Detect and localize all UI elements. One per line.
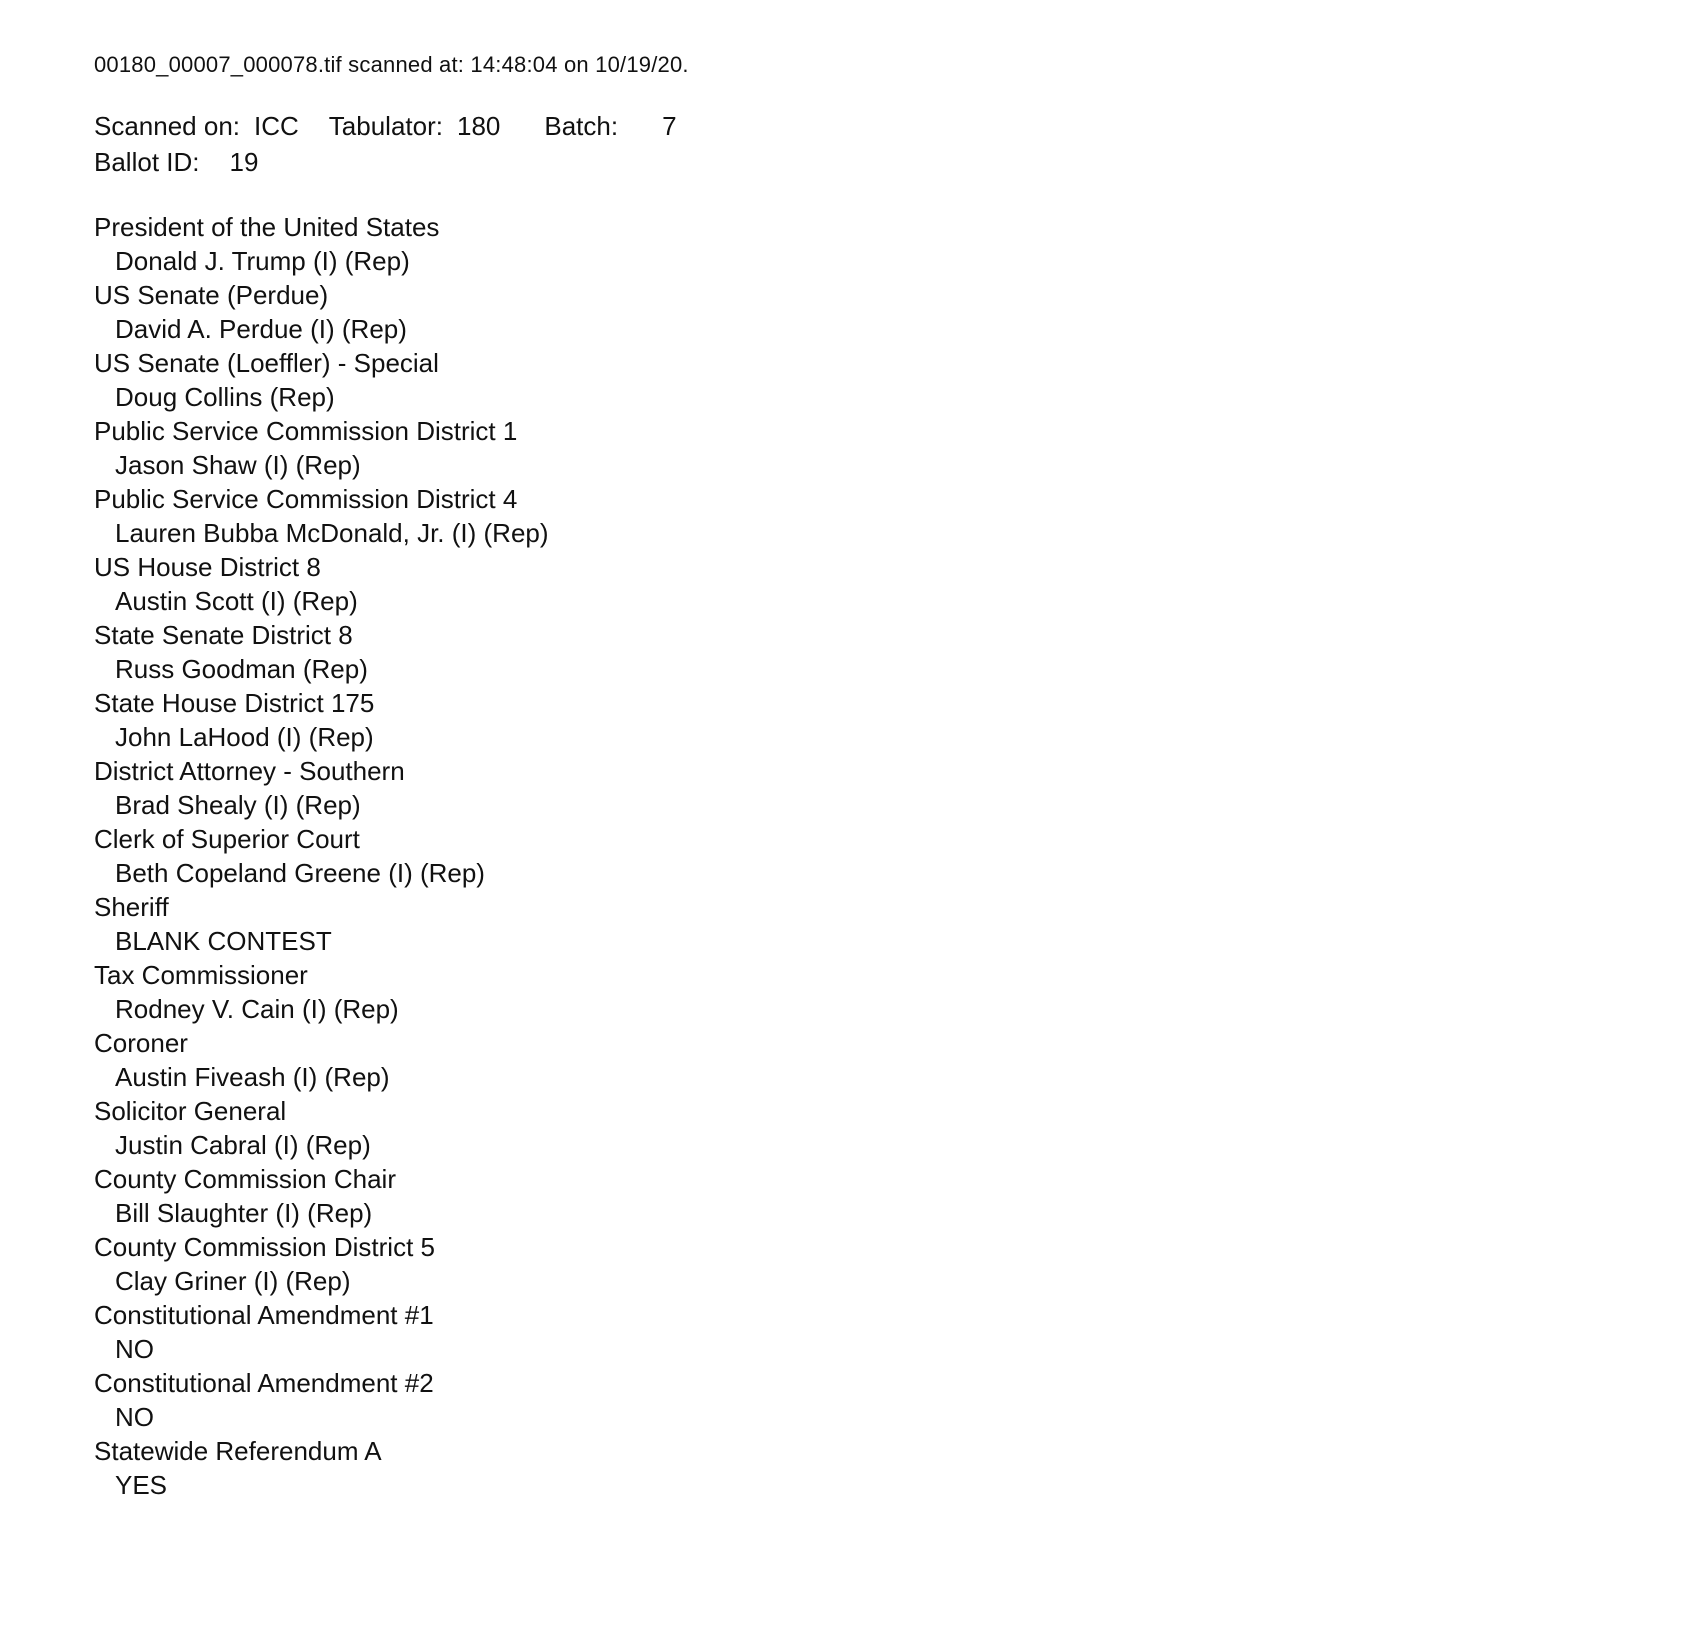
contest-row (94, 346, 1644, 414)
contest-row (94, 278, 1644, 346)
contest-selection: Austin Fiveash (I) (Rep) (115, 1062, 390, 1092)
contest-list (94, 210, 1644, 1502)
contest-row (94, 754, 1644, 822)
contest-title: Tax Commissioner (94, 960, 308, 990)
contest-selection: John LaHood (I) (Rep) (115, 722, 374, 752)
contest-title: US House District 8 (94, 552, 321, 582)
contest-selection: Justin Cabral (I) (Rep) (115, 1130, 371, 1160)
contest-row (94, 686, 1644, 754)
contest-title: Sheriff (94, 892, 169, 922)
tabulator-label: Tabulator: (328, 111, 443, 141)
contest-row (94, 890, 1644, 958)
scan-filename-line: 00180_00007_000078.tif scanned at: 14:48:04 on 10/19/20. (94, 52, 689, 77)
contest-row (94, 1094, 1644, 1162)
contest-row (94, 1230, 1644, 1298)
contest-selection: David A. Perdue (I) (Rep) (115, 314, 407, 344)
contest-title: Coroner (94, 1028, 188, 1058)
scanned-on-label: Scanned on: (94, 111, 241, 141)
contest-title: President of the United States (94, 212, 440, 242)
tabulator-value: 180 (456, 111, 501, 141)
contest-row (94, 1298, 1644, 1366)
contest-row (94, 482, 1644, 550)
contest-title: Constitutional Amendment #2 (94, 1368, 434, 1398)
contest-selection: Rodney V. Cain (I) (Rep) (115, 994, 399, 1024)
contest-title: Constitutional Amendment #1 (94, 1300, 434, 1330)
batch-value: 7 (662, 111, 677, 141)
contest-title: Public Service Commission District 4 (94, 484, 518, 514)
contest-selection: Lauren Bubba McDonald, Jr. (I) (Rep) (115, 518, 549, 548)
contest-row (94, 618, 1644, 686)
contest-selection: Donald J. Trump (I) (Rep) (115, 246, 410, 276)
contest-selection: Austin Scott (I) (Rep) (115, 586, 358, 616)
contest-title: District Attorney - Southern (94, 756, 405, 786)
scanned-on-value: ICC (254, 111, 299, 141)
contest-title: County Commission Chair (94, 1164, 396, 1194)
contest-title: Statewide Referendum A (94, 1436, 382, 1466)
contest-row (94, 414, 1644, 482)
contest-title: State House District 175 (94, 688, 375, 718)
contest-selection: Doug Collins (Rep) (115, 382, 335, 412)
contest-selection: YES (115, 1470, 168, 1500)
contest-row (94, 210, 1644, 278)
contest-selection: Bill Slaughter (I) (Rep) (115, 1198, 373, 1228)
contest-row (94, 958, 1644, 1026)
contest-title: US Senate (Loeffler) - Special (94, 348, 439, 378)
contest-row (94, 1162, 1644, 1230)
contest-selection: Clay Griner (I) (Rep) (115, 1266, 351, 1296)
ballot-id-value: 19 (229, 147, 259, 177)
contest-selection: Jason Shaw (I) (Rep) (115, 450, 361, 480)
contest-row (94, 550, 1644, 618)
ballot-id-label: Ballot ID: (94, 147, 200, 177)
contest-title: Solicitor General (94, 1096, 287, 1126)
contest-selection: Beth Copeland Greene (I) (Rep) (115, 858, 485, 888)
contest-selection: BLANK CONTEST (115, 926, 332, 956)
contest-title: Clerk of Superior Court (94, 824, 360, 854)
contest-selection: Brad Shealy (I) (Rep) (115, 790, 361, 820)
contest-title: State Senate District 8 (94, 620, 353, 650)
contest-selection: NO (115, 1334, 154, 1364)
contest-selection: NO (115, 1402, 154, 1432)
contest-selection: Russ Goodman (Rep) (115, 654, 368, 684)
contest-title: County Commission District 5 (94, 1232, 435, 1262)
batch-label: Batch: (544, 111, 619, 141)
contest-title: Public Service Commission District 1 (94, 416, 518, 446)
contest-row (94, 1366, 1644, 1434)
contest-row (94, 1026, 1644, 1094)
contest-row (94, 822, 1644, 890)
scan-metadata-block (94, 108, 1644, 180)
contest-row (94, 1434, 1644, 1502)
contest-title: US Senate (Perdue) (94, 280, 329, 310)
scan-metadata-row (94, 108, 1644, 144)
ballot-id-row (94, 144, 1644, 180)
